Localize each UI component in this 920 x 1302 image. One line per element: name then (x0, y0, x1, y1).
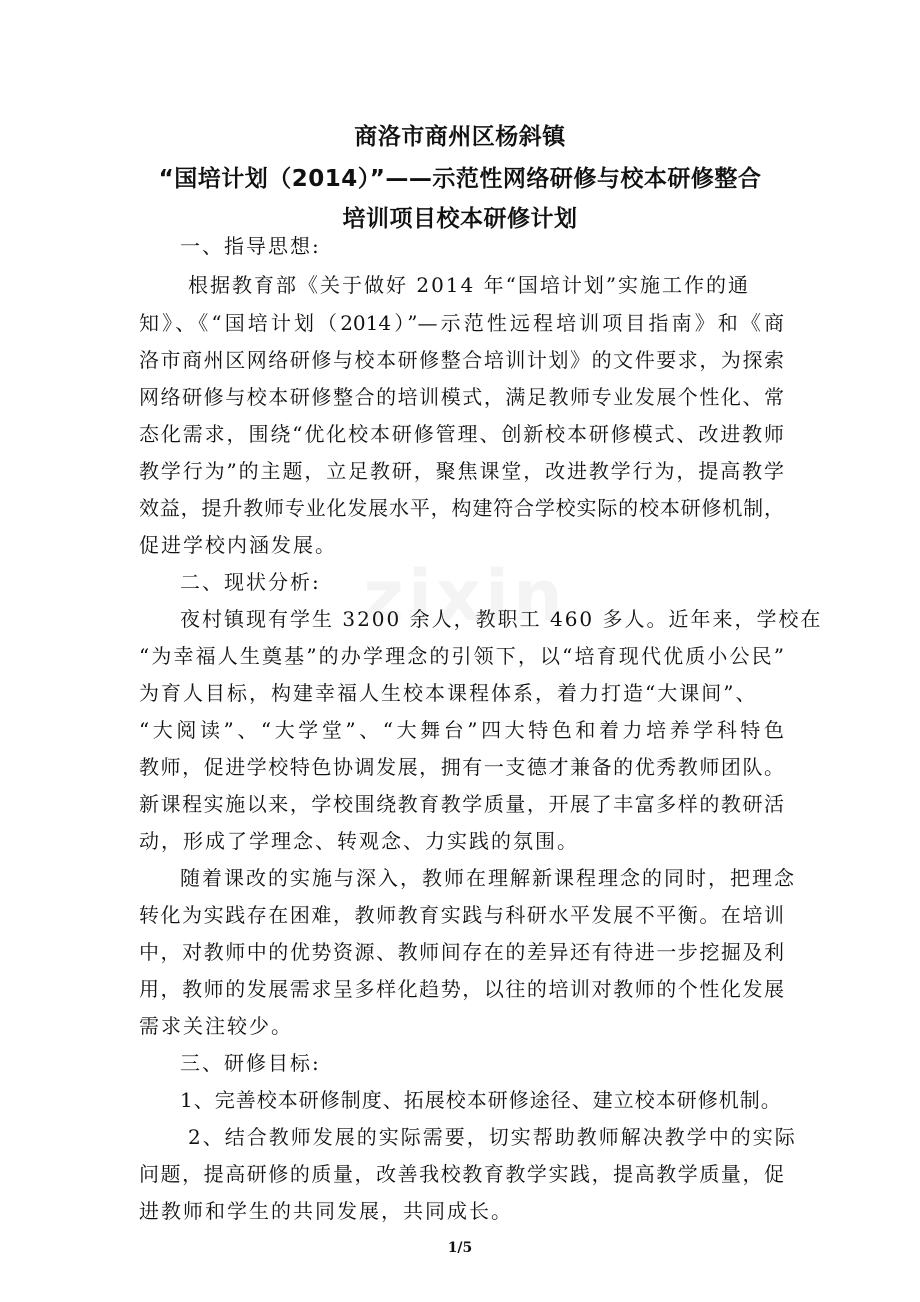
paragraph-line: 促进学校内涵发展。 (139, 533, 337, 557)
paragraph-line: 进教师和学生的共同发展，共同成长。 (139, 1199, 513, 1223)
paragraph-line: 为育人目标，构建幸福人生校本课程体系，着力打造“大课间”、 (139, 681, 758, 705)
goal-item-2: 2、结合教师发展的实际需要，切实帮助教师解决教学中的实际 (188, 1125, 797, 1149)
paragraph-line: 教学行为”的主题，立足教研，聚焦课堂，改进教学行为，提高教学 (139, 459, 784, 483)
paragraph-line: 新课程实施以来，学校围绕教育教学质量，开展了丰富多样的教研活 (139, 792, 784, 816)
section-heading-1: 一、指导思想: (180, 234, 321, 258)
paragraph-line: 需求关注较少。 (139, 1014, 293, 1038)
paragraph-line: 网络研修与校本研修整合的培训模式，满足教师专业发展个性化、常 (139, 385, 784, 409)
paragraph-line: 问题，提高研修的质量，改善我校教育教学实践，提高教学质量，促 (139, 1162, 784, 1186)
paragraph-line: 中，对教师中的优势资源、教师间存在的差异还有待进一步挖掘及利 (139, 940, 784, 964)
paragraph-line: 动，形成了学理念、转观念、力实践的氛围。 (139, 829, 579, 853)
paragraph-line: 转化为实践存在困难，教师教育实践与科研水平发展不平衡。在培训 (139, 903, 784, 927)
paragraph-line: 夜村镇现有学生 3200 余人，教职工 460 多人。近年来，学校在 (180, 607, 823, 631)
paragraph-line: 用，教师的发展需求呈多样化趋势，以往的培训对教师的个性化发展 (139, 977, 784, 1001)
title-line-1: 商洛市商州区杨斜镇 (354, 124, 566, 150)
paragraph-line: “为幸福人生奠基”的办学理念的引领下，以“培育现代优质小公民” (139, 644, 784, 668)
page-number: 1/5 (447, 1240, 473, 1256)
section-heading-3: 三、研修目标: (180, 1051, 321, 1075)
paragraph-line: 教师，促进学校特色协调发展，拥有一支德才兼备的优秀教师团队。 (139, 755, 784, 779)
title-line-3: 培训项目校本研修计划 (342, 206, 578, 232)
paragraph-line: 态化需求，围绕“优化校本研修管理、创新校本研修模式、改进教师 (139, 422, 784, 446)
section-heading-2: 二、现状分析: (180, 570, 321, 594)
paragraph-line: 洛市商州区网络研修与校本研修整合培训计划》的文件要求，为探索 (139, 348, 784, 372)
paragraph-line: 根据教育部《关于做好 2014 年“国培计划”实施工作的通 (188, 273, 751, 297)
goal-item-1: 1、完善校本研修制度、拓展校本研修途径、建立校本研修机制。 (180, 1088, 782, 1112)
paragraph-line: 效益，提升教师专业化发展水平，构建符合学校实际的校本研修机制， (139, 496, 784, 520)
paragraph-line: 知》、《“国培计划（2014）”—示范性远程培训项目指南》和《商 (139, 311, 784, 335)
title-line-2: “国培计划（2014）”——示范性网络研修与校本研修整合 (158, 166, 762, 192)
paragraph-line: “大阅读”、“大学堂”、“大舞台”四大特色和着力培养学科特色 (139, 718, 784, 742)
paragraph-line: 随着课改的实施与深入，教师在理解新课程理念的同时，把理念 (180, 866, 796, 890)
